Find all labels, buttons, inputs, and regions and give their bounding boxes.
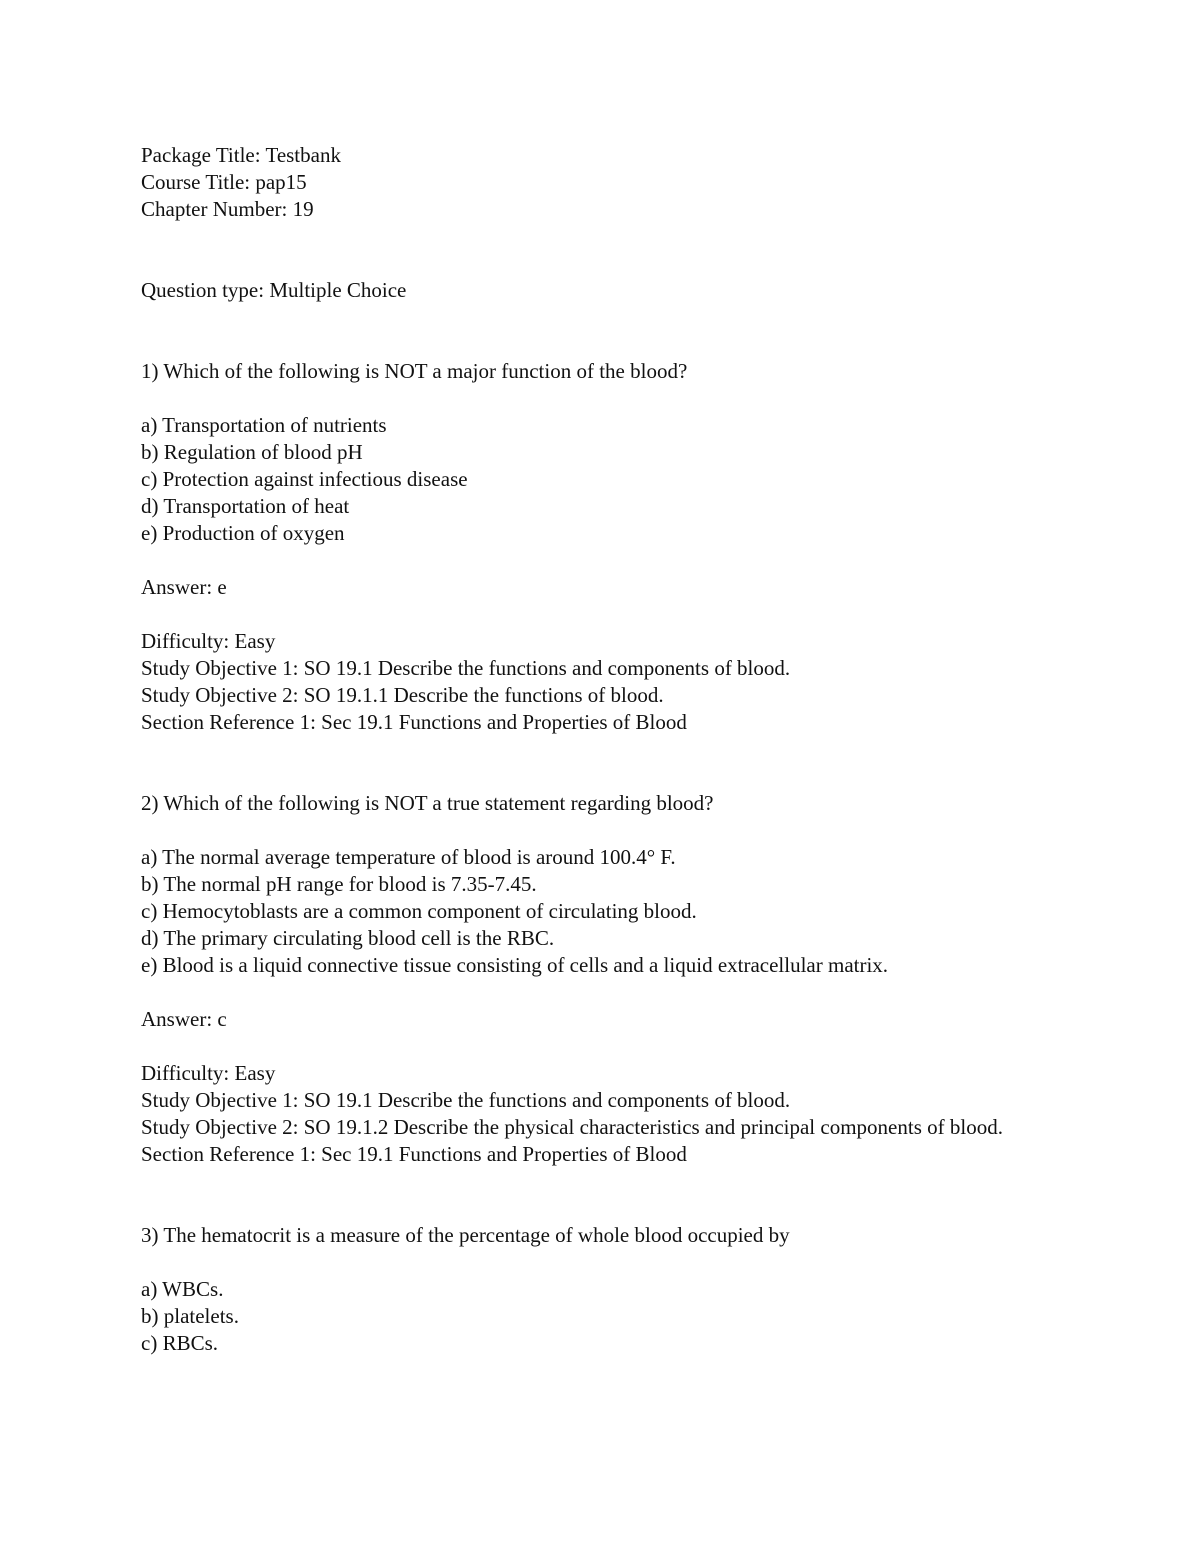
study-objective-1: Study Objective 1: SO 19.1 Describe the functions and components of blood. bbox=[141, 656, 791, 680]
option-a: a) WBCs. bbox=[141, 1277, 224, 1301]
spacer bbox=[141, 736, 1061, 790]
option-e: e) Production of oxygen bbox=[141, 521, 345, 545]
options-list bbox=[141, 1276, 1061, 1357]
spacer bbox=[141, 304, 1061, 358]
options-list bbox=[141, 844, 1061, 979]
option-a: a) Transportation of nutrients bbox=[141, 413, 387, 437]
question-type: Question type: Multiple Choice bbox=[141, 278, 407, 302]
difficulty: Difficulty: Easy bbox=[141, 1061, 276, 1085]
chapter-number: Chapter Number: 19 bbox=[141, 197, 314, 221]
option-b: b) The normal pH range for blood is 7.35-7.45. bbox=[141, 872, 537, 896]
document-page bbox=[141, 142, 1061, 1357]
options-list bbox=[141, 412, 1061, 547]
study-objective-1: Study Objective 1: SO 19.1 Describe the functions and components of blood. bbox=[141, 1088, 791, 1112]
spacer bbox=[141, 601, 1061, 628]
answer: Answer: e bbox=[141, 575, 227, 599]
spacer bbox=[141, 547, 1061, 574]
spacer bbox=[141, 817, 1061, 844]
option-b: b) platelets. bbox=[141, 1304, 239, 1328]
study-objective-2: Study Objective 2: SO 19.1.2 Describe the physical characteristics and principal components of blood. bbox=[141, 1115, 1003, 1139]
option-c: c) Hemocytoblasts are a common component of circulating blood. bbox=[141, 899, 697, 923]
question-stem: 3) The hematocrit is a measure of the percentage of whole blood occupied by bbox=[141, 1223, 790, 1247]
spacer bbox=[141, 979, 1061, 1006]
spacer bbox=[141, 1249, 1061, 1276]
question-1 bbox=[141, 358, 1061, 736]
option-d: d) Transportation of heat bbox=[141, 494, 350, 518]
difficulty: Difficulty: Easy bbox=[141, 629, 276, 653]
option-d: d) The primary circulating blood cell is the RBC. bbox=[141, 926, 555, 950]
question-3 bbox=[141, 1222, 1061, 1357]
option-a: a) The normal average temperature of blood is around 100.4° F. bbox=[141, 845, 676, 869]
option-c: c) RBCs. bbox=[141, 1331, 219, 1355]
answer: Answer: c bbox=[141, 1007, 227, 1031]
question-stem: 1) Which of the following is NOT a major function of the blood? bbox=[141, 359, 688, 383]
course-title: Course Title: pap15 bbox=[141, 170, 307, 194]
question-stem: 2) Which of the following is NOT a true statement regarding blood? bbox=[141, 791, 714, 815]
document-header bbox=[141, 142, 1061, 223]
option-b: b) Regulation of blood pH bbox=[141, 440, 363, 464]
option-c: c) Protection against infectious disease bbox=[141, 467, 468, 491]
spacer bbox=[141, 385, 1061, 412]
spacer bbox=[141, 223, 1061, 277]
spacer bbox=[141, 1033, 1061, 1060]
study-objective-2: Study Objective 2: SO 19.1.1 Describe the functions of blood. bbox=[141, 683, 664, 707]
package-title: Package Title: Testbank bbox=[141, 143, 341, 167]
spacer bbox=[141, 1168, 1061, 1222]
question-2 bbox=[141, 790, 1061, 1168]
section-reference-1: Section Reference 1: Sec 19.1 Functions and Properties of Blood bbox=[141, 710, 687, 734]
section-reference-1: Section Reference 1: Sec 19.1 Functions and Properties of Blood bbox=[141, 1142, 687, 1166]
option-e: e) Blood is a liquid connective tissue consisting of cells and a liquid extracellular matrix. bbox=[141, 953, 889, 977]
